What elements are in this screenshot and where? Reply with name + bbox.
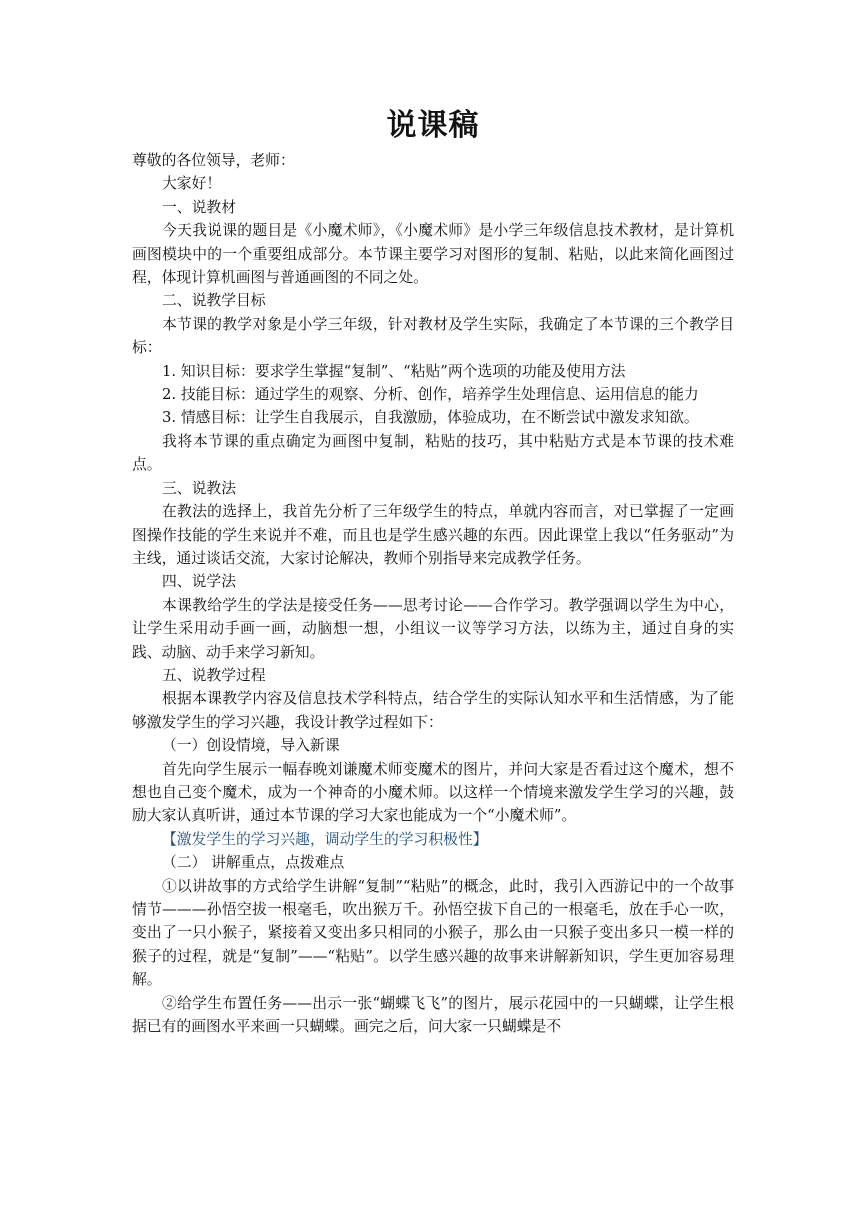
objective-emotion: 3. 情感目标：让学生自我展示，自我激励，体验成功，在不断尝试中激发求知欲。 (162, 409, 699, 427)
section-heading-5: 五、说教学过程 (162, 666, 266, 684)
section-heading-4: 四、说学法 (162, 573, 236, 591)
paragraph-scenario: 首先向学生展示一幅春晚刘谦魔术师变魔术的图片，并问大家是否看过这个魔术，想不想也自己变个魔术，成为一个神奇的小魔术师。以这样一个情境来激发学生学习的兴趣，鼓励大家认真听讲，通过本节课的学习大家也能成为一个“小魔术师”。 (132, 760, 734, 825)
paragraph-teaching-method: 在教法的选择上，我首先分析了三年级学生的特点，单就内容而言，对已掌握了一定画图操作技能的学生来说并不难，而且也是学生感兴趣的东西。因此课堂上我以“任务驱动”为主线，通过谈话交流，大家讨论解决，教师个别指导来完成教学任务。 (132, 503, 734, 567)
section-heading-1: 一、说教材 (162, 198, 236, 216)
paragraph-process-intro: 根据本课教学内容及信息技术学科特点，结合学生的实际认知水平和生活情感，为了能够激发学生的学习兴趣，我设计教学过程如下： (132, 690, 734, 731)
subheading-2: （二） 讲解重点，点拨难点 (162, 854, 345, 872)
subheading-1: （一）创设情境，导入新课 (162, 737, 340, 755)
salutation: 尊敬的各位领导，老师： (132, 152, 295, 169)
document-title: 说课稿 (386, 108, 480, 143)
paragraph-objectives-intro: 本节课的教学对象是小学三年级，针对教材及学生实际，我确定了本节课的三个教学目标： (132, 315, 734, 357)
highlight-note: 【激发学生的学习兴趣，调动学生的学习积极性】 (162, 830, 488, 848)
paragraph-story: ①以讲故事的方式给学生讲解“复制”“粘贴”的概念，此时，我引入西游记中的一个故事情节———孙悟空拔一根毫毛，吹出猴万千。孙悟空拔下自己的一根毫毛，放在手心一吹，变出了一只小猴子，紧接着又变出多只相同的小猴子，那么由一只猴子变出多只一模一样的猴子的过程，就是“复制”——“粘贴”。以学生感兴趣的故事来讲解新知识，学生更加容易理解。 (132, 877, 734, 989)
paragraph-learning-method: 本课教给学生的学法是接受任务——思考讨论——合作学习。教学强调以学生为中心，让学生采用动手画一画，动脑想一想，小组议一议等学习方法，以练为主，通过自身的实践、动脑、动手来学习新知。 (132, 596, 734, 661)
paragraph-key-points: 我将本节课的重点确定为画图中复制，粘贴的技巧，其中粘贴方式是本节课的技术难点。 (132, 432, 734, 474)
greeting: 大家好！ (162, 175, 222, 193)
paragraph-textbook: 今天我说课的题目是《小魔术师》，《小魔术师》是小学三年级信息技术教材，是计算机画图模块中的一个重要组成部分。本节课主要学习对图形的复制、粘贴，以此来简化画图过程，体现计算机画图与普通画图的不同之处。 (132, 222, 734, 287)
section-heading-3: 三、说教法 (162, 479, 236, 497)
paragraph-task: ②给学生布置任务——出示一张“蝴蝶飞飞”的图片，展示花园中的一只蝴蝶，让学生根据已有的画图水平来画一只蝴蝶。画完之后，问大家一只蝴蝶是不 (132, 994, 734, 1036)
objective-knowledge: 1. 知识目标：要求学生掌握“复制”、“粘贴”两个选项的功能及使用方法 (162, 362, 626, 380)
section-heading-2: 二、说教学目标 (162, 292, 266, 310)
objective-skill: 2. 技能目标：通过学生的观察、分析、创作，培养学生处理信息、运用信息的能力 (162, 386, 699, 404)
